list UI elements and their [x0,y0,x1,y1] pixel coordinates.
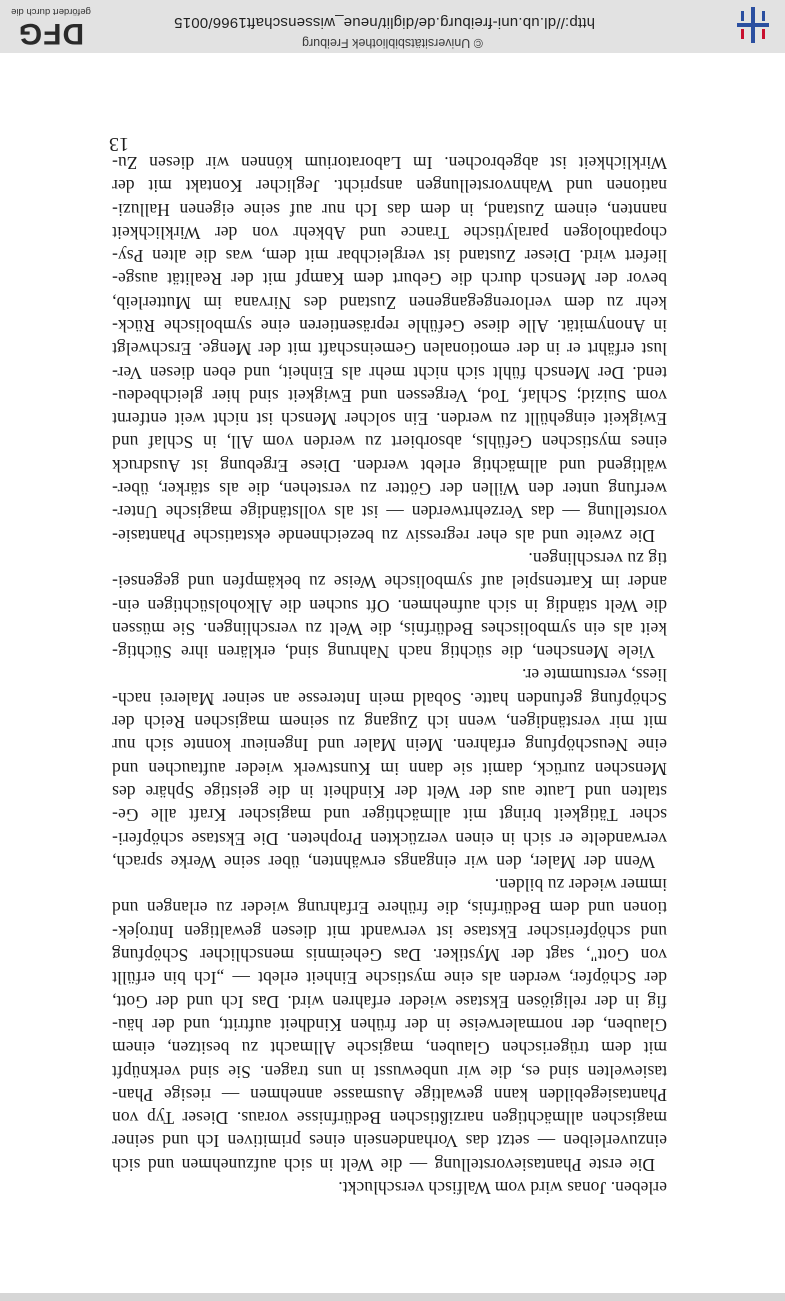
text-line: liess, verstummte er. [521,665,667,686]
text-line: tig zu verschlingen. [528,548,667,569]
text-line: tend. Der Mensch fühlt sich nicht mehr als Einheit, und eben diesen Ver- [112,362,667,383]
text-line: ander im Kartenspiel auf symbolische Weise zu bekämpfen und gegensei- [112,572,667,593]
text-line: werfung unter den Willen der Götter zu verstehen, die als stärker, über- [112,479,667,500]
text-line: eine Neuschöpfung erfahren. Mein Maler und Ingenieur konnte sich nur [112,735,667,756]
text-line: und schöpferischer Ekstase ist verwandt mit diesen gewaltigen Introjek- [112,921,667,942]
university-library-logo-icon [733,5,773,45]
text-line: eines mystischen Gefühls, absorbiert zu werden vom All, in Schlaf und [112,432,667,453]
text-line: immer wieder zu bilden. [494,875,667,896]
text-line: die Welt ständig in sich aufnehmen. Oft suchen die Alkoholsüchtigen ein- [112,595,667,616]
text-line: fig in der religiösen Ekstase wieder erfahren wird. Das Ich und der Gott, [112,991,667,1012]
text-line: erleben. Jonas wird vom Walfisch verschluckt. [338,1178,667,1198]
text-line: in Anonymität. Alle diese Gefühle repräsentieren eine symbolische Rück- [112,316,667,337]
text-line: von Gott", sagt der Mystiker. Das Geheimnis menschlicher Schöpfung [112,945,667,966]
text-line: einzuverleiben — setzt das Vorhandensein eines primitiven Ich und seiner [112,1131,667,1152]
text-line: nannten, einem Zustand, in dem das Ich nur auf seine eigenen Halluzi- [112,199,667,220]
page-number: 13 [109,133,129,155]
dfg-logo-letters: DFG [17,17,85,50]
text-line: Schöpfung gefunden hatte. Sobald mein Interesse an seiner Malerei nach- [112,688,667,709]
text-line: vorstellung — das Verzehrtwerden — ist als vollständige magische Unter- [112,502,667,523]
text-line: wältigend und allmächtig erlebt werden. Diese Ergebung ist Ausdruck [112,455,667,476]
text-line: verwandelte er sich in einen verzückten Propheten. Die Ekstase schöpferi- [112,828,667,849]
text-line: tionen und dem Bedürfnis, die frühere Erfahrung wieder zu erlangen und [112,898,667,919]
permalink-url[interactable]: http://dl.ub.uni-freiburg.de/diglit/neue_wissenschaft1966/0015 [173,14,595,31]
text-line: stalten und Laute aus der Welt der Kindheit in die geistige Sphäre des [112,781,667,802]
text-line: Menschen zurück, damit sie dann im Kunstwerk wieder auftauchen und [112,758,667,779]
text-line: der Schöpfer, werden als eine mystische Einheit erlebt — „Ich bin erfüllt [112,968,667,989]
text-line: Die zweite und als eher regressiv zu bezeichnende ekstatische Phantasie- [112,525,655,546]
text-line: liefert wird. Dieser Zustand ist vergleichbar mit dem, was die alten Psy- [112,246,667,267]
text-line: magischen allmächtigen narzißtischen Bedürfnisse voraus. Dieser Typ von [112,1108,667,1129]
text-line: mit dem trügerischen Glauben, magische Allmacht zu besitzen, einem [112,1038,667,1059]
page-body-text [112,151,667,1199]
text-line: tasiewelten sind es, die wir unbewusst in uns tragen. Sie sind verknüpft [112,1061,667,1082]
text-line: bevor der Mensch durch die Geburt dem Kampf mit der Realität ausge- [112,269,667,290]
text-line: lust erfährt er in der emotionalen Gemeinschaft mit der Menge. Erschwelgt [112,339,667,360]
text-line: Viele Menschen, die süchtig nach Nahrung sind, erklären ihre Süchtig- [112,642,655,663]
text-line: Die erste Phantasievorstellung — die Welt in sich aufzunehmen und sich [112,1154,655,1175]
copyright-notice: © Universitätsbibliothek Freiburg [302,36,483,50]
text-line: Ewigkeit eingehüllt zu werden. Ein solcher Mensch ist nicht weit entfernt [112,409,667,430]
text-line: chopathologen paralytische Trance und Abkehr von der Wirklichkeit [112,222,667,243]
text-line: Wenn der Maler, den wir eingangs erwähnten, über seine Werke sprach, [112,851,655,872]
text-line: nationen und Wahnvorstellungen anspricht. Jeglicher Kontakt mit der [112,176,667,197]
text-line: Glauben, der normalerweise in der frühen Kindheit auftritt, und der häu- [112,1014,667,1035]
text-line: keit als ein symbolisches Bedürfnis, die Welt zu verschlingen. Sie müssen [112,618,667,639]
text-line: Wirklichkeit ist abgebrochen. Im Laboratorium können wir diesen Zu- [112,152,667,173]
library-footer-bar [0,0,785,53]
text-line: vom Suizid; Schlaf, Tod, Vergessen und Ewigkeit sind hier gleichbedeu- [112,385,667,406]
scan-edge-strip [0,1293,785,1301]
text-line: scher Tätigkeit bringt mit allmächtiger und magischer Kraft alle Ge- [112,805,667,826]
text-line: mit mir verständigen, wenn ich Zugang zu seinem magischen Reich der [112,712,667,733]
text-line: Phantasiegebilden kann gewaltige Ausmasse annehmen — riesige Phan- [112,1084,667,1105]
dfg-logo-caption: gefördert durch die [11,6,91,17]
text-line: kehr zu dem verlorengegangenen Zustand des Nirvana im Mutterleib, [112,292,667,313]
dfg-logo [9,3,93,49]
